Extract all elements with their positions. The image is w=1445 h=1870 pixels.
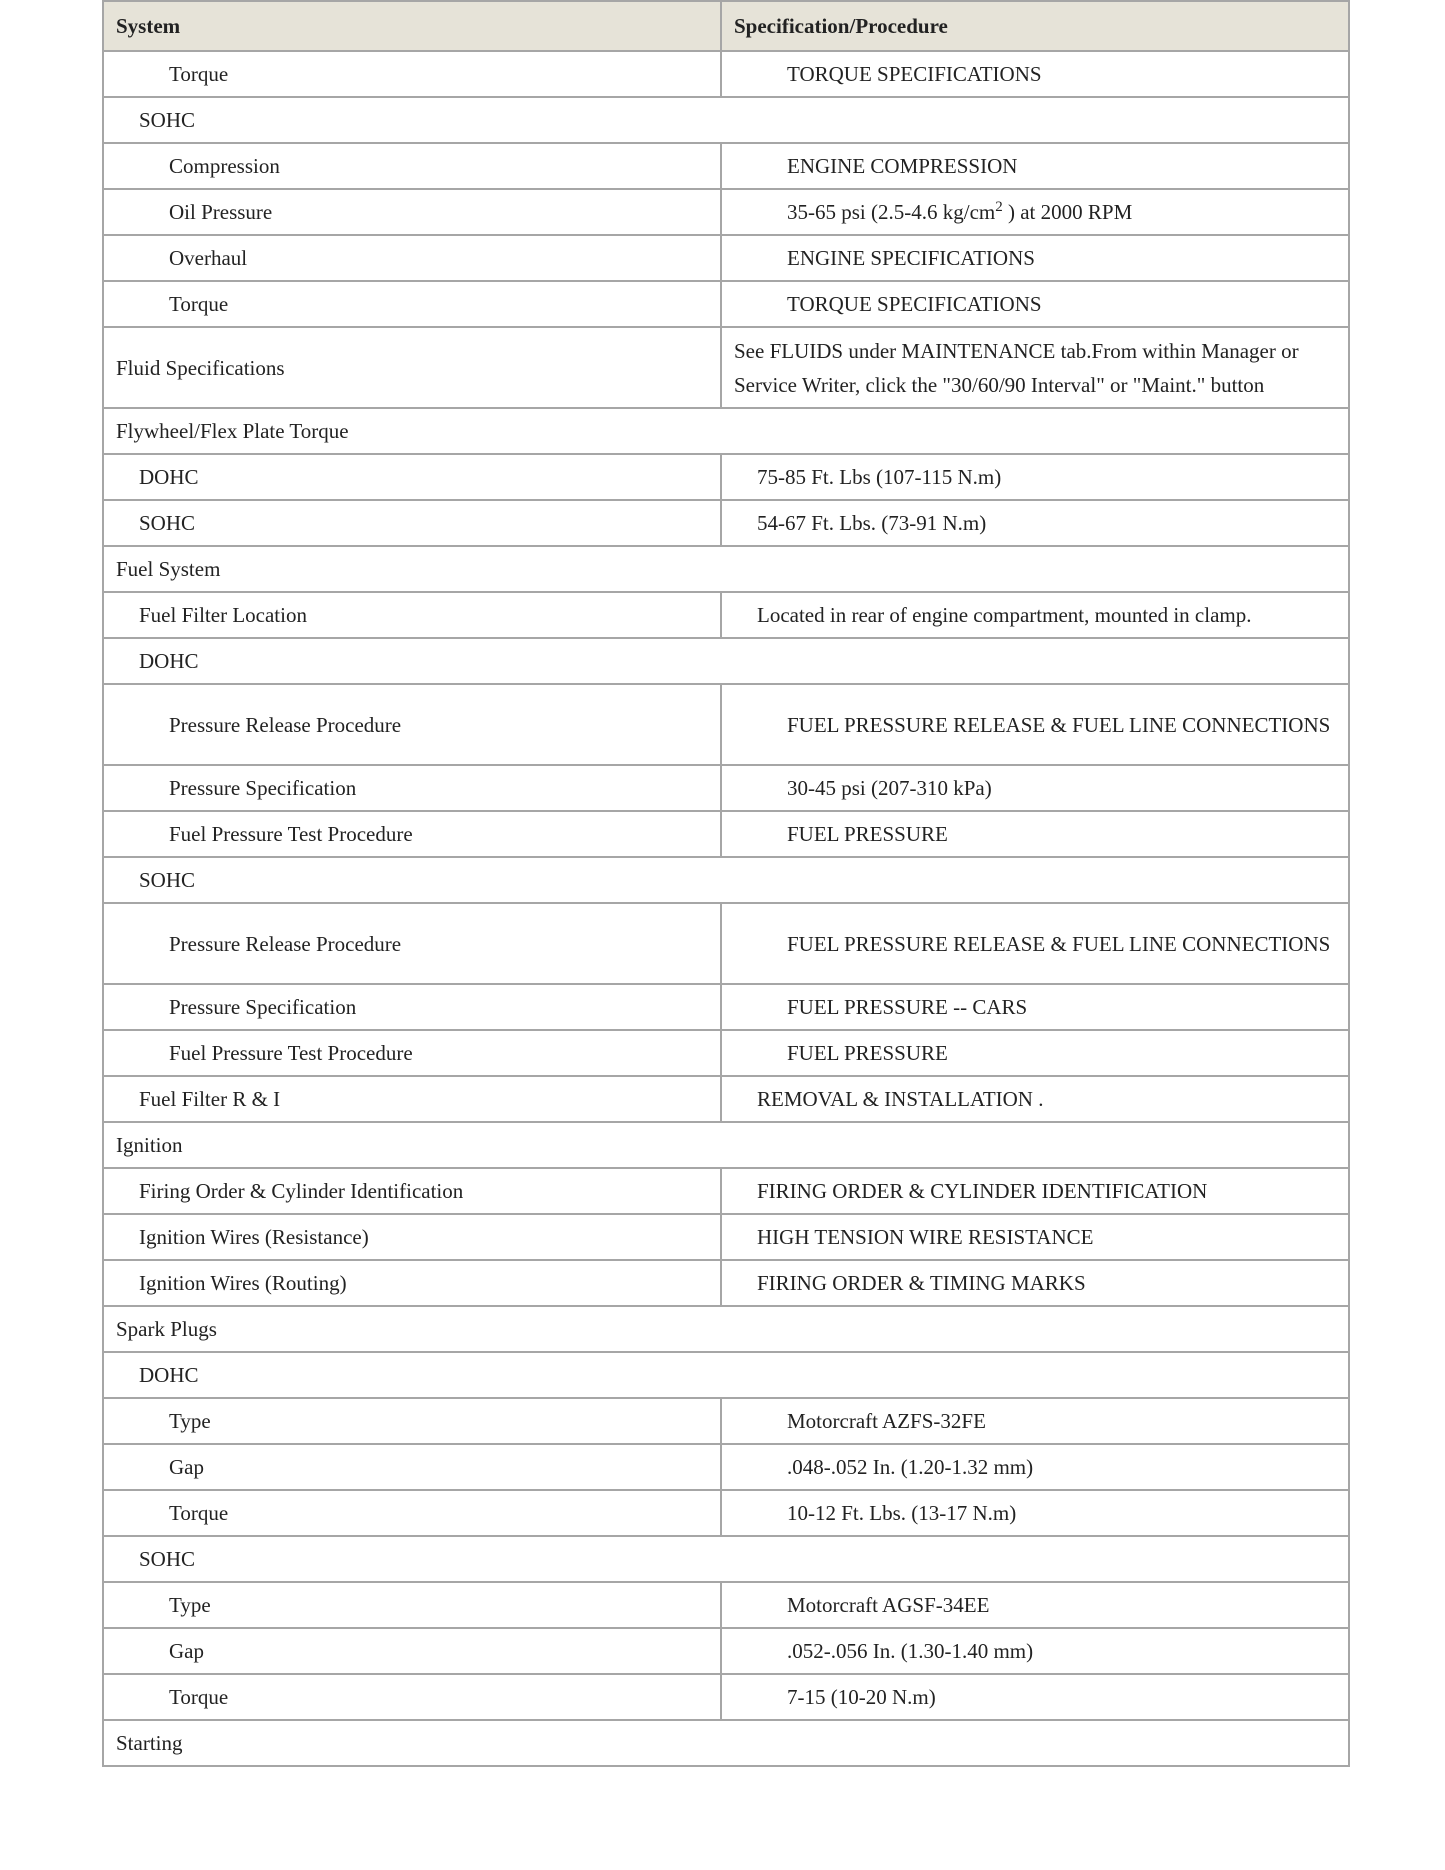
system-cell: Fuel Pressure Test Procedure <box>103 1030 721 1076</box>
section-label: SOHC <box>103 857 1349 903</box>
spec-cell: 7-15 (10-20 N.m) <box>721 1674 1349 1720</box>
system-cell: Torque <box>103 281 721 327</box>
header-row <box>103 1 1349 51</box>
spec-table <box>102 0 1350 1767</box>
system-cell: Pressure Specification <box>103 984 721 1030</box>
section-row <box>103 638 1349 684</box>
system-cell: Pressure Release Procedure <box>103 684 721 765</box>
spec-cell: ENGINE SPECIFICATIONS <box>721 235 1349 281</box>
spec-cell: .052-.056 In. (1.30-1.40 mm) <box>721 1628 1349 1674</box>
spec-cell: FIRING ORDER & TIMING MARKS <box>721 1260 1349 1306</box>
spec-table-body <box>103 51 1349 1766</box>
spec-cell: 10-12 Ft. Lbs. (13-17 N.m) <box>721 1490 1349 1536</box>
section-label: Flywheel/Flex Plate Torque <box>103 408 1349 454</box>
table-row <box>103 1628 1349 1674</box>
spec-cell: FUEL PRESSURE RELEASE & FUEL LINE CONNECTIONS <box>721 903 1349 984</box>
spec-cell: REMOVAL & INSTALLATION . <box>721 1076 1349 1122</box>
spec-cell: FUEL PRESSURE RELEASE & FUEL LINE CONNECTIONS <box>721 684 1349 765</box>
section-row <box>103 1122 1349 1168</box>
section-row <box>103 546 1349 592</box>
spec-cell <box>721 189 1349 235</box>
spec-cell: 30-45 psi (207-310 kPa) <box>721 765 1349 811</box>
table-row <box>103 281 1349 327</box>
system-cell: Gap <box>103 1628 721 1674</box>
table-row <box>103 1260 1349 1306</box>
table-row <box>103 592 1349 638</box>
section-row <box>103 1720 1349 1766</box>
spec-cell: FIRING ORDER & CYLINDER IDENTIFICATION <box>721 1168 1349 1214</box>
system-cell: Fuel Filter R & I <box>103 1076 721 1122</box>
system-cell: Torque <box>103 1674 721 1720</box>
spec-cell: 54-67 Ft. Lbs. (73-91 N.m) <box>721 500 1349 546</box>
spec-cell: 75-85 Ft. Lbs (107-115 N.m) <box>721 454 1349 500</box>
table-row <box>103 143 1349 189</box>
system-cell: DOHC <box>103 454 721 500</box>
section-label: Fuel System <box>103 546 1349 592</box>
table-row <box>103 454 1349 500</box>
table-row <box>103 1030 1349 1076</box>
table-row <box>103 235 1349 281</box>
spec-cell: Motorcraft AZFS-32FE <box>721 1398 1349 1444</box>
system-cell: SOHC <box>103 500 721 546</box>
section-row <box>103 1306 1349 1352</box>
table-row <box>103 903 1349 984</box>
table-row <box>103 1444 1349 1490</box>
table-row <box>103 1674 1349 1720</box>
spec-cell: See FLUIDS under MAINTENANCE tab.From within Manager or Service Writer, click the "30/60/90 Interval" or "Maint." button <box>721 327 1349 408</box>
spec-column-header: Specification/Procedure <box>721 1 1349 51</box>
spec-table-header <box>103 1 1349 51</box>
system-cell: Firing Order & Cylinder Identification <box>103 1168 721 1214</box>
spec-cell: FUEL PRESSURE <box>721 1030 1349 1076</box>
system-cell: Torque <box>103 51 721 97</box>
system-cell: Compression <box>103 143 721 189</box>
section-label: Ignition <box>103 1122 1349 1168</box>
section-row <box>103 97 1349 143</box>
section-row <box>103 1352 1349 1398</box>
system-cell: Pressure Specification <box>103 765 721 811</box>
system-cell: Gap <box>103 1444 721 1490</box>
section-label: DOHC <box>103 638 1349 684</box>
section-label: SOHC <box>103 1536 1349 1582</box>
spec-cell: .048-.052 In. (1.20-1.32 mm) <box>721 1444 1349 1490</box>
spec-cell: ENGINE COMPRESSION <box>721 143 1349 189</box>
table-row <box>103 765 1349 811</box>
section-row <box>103 857 1349 903</box>
system-cell: Oil Pressure <box>103 189 721 235</box>
table-row <box>103 1168 1349 1214</box>
table-row <box>103 327 1349 408</box>
system-cell: Fuel Pressure Test Procedure <box>103 811 721 857</box>
spec-cell: TORQUE SPECIFICATIONS <box>721 281 1349 327</box>
table-row <box>103 1214 1349 1260</box>
table-row <box>103 500 1349 546</box>
spec-value-text: 35-65 psi (2.5-4.6 kg/cm <box>787 200 996 224</box>
table-row <box>103 984 1349 1030</box>
spec-cell: HIGH TENSION WIRE RESISTANCE <box>721 1214 1349 1260</box>
table-row <box>103 1398 1349 1444</box>
system-cell: Type <box>103 1582 721 1628</box>
section-row <box>103 408 1349 454</box>
table-row <box>103 51 1349 97</box>
table-row <box>103 1076 1349 1122</box>
table-row <box>103 1582 1349 1628</box>
system-cell: Torque <box>103 1490 721 1536</box>
system-column-header: System <box>103 1 721 51</box>
section-label: Spark Plugs <box>103 1306 1349 1352</box>
spec-cell: Located in rear of engine compartment, mounted in clamp. <box>721 592 1349 638</box>
table-row <box>103 811 1349 857</box>
spec-cell: TORQUE SPECIFICATIONS <box>721 51 1349 97</box>
spec-cell: FUEL PRESSURE -- CARS <box>721 984 1349 1030</box>
spec-cell: FUEL PRESSURE <box>721 811 1349 857</box>
table-row <box>103 684 1349 765</box>
system-cell: Fuel Filter Location <box>103 592 721 638</box>
section-label: DOHC <box>103 1352 1349 1398</box>
section-label: Starting <box>103 1720 1349 1766</box>
system-cell: Ignition Wires (Resistance) <box>103 1214 721 1260</box>
system-cell: Pressure Release Procedure <box>103 903 721 984</box>
spec-value-superscript: 2 <box>995 199 1003 215</box>
spec-value-text: ) at 2000 RPM <box>1002 200 1133 224</box>
section-label: SOHC <box>103 97 1349 143</box>
spec-cell: Motorcraft AGSF-34EE <box>721 1582 1349 1628</box>
table-row <box>103 1490 1349 1536</box>
system-cell: Overhaul <box>103 235 721 281</box>
table-row <box>103 189 1349 235</box>
system-cell: Fluid Specifications <box>103 327 721 408</box>
system-cell: Type <box>103 1398 721 1444</box>
section-row <box>103 1536 1349 1582</box>
system-cell: Ignition Wires (Routing) <box>103 1260 721 1306</box>
